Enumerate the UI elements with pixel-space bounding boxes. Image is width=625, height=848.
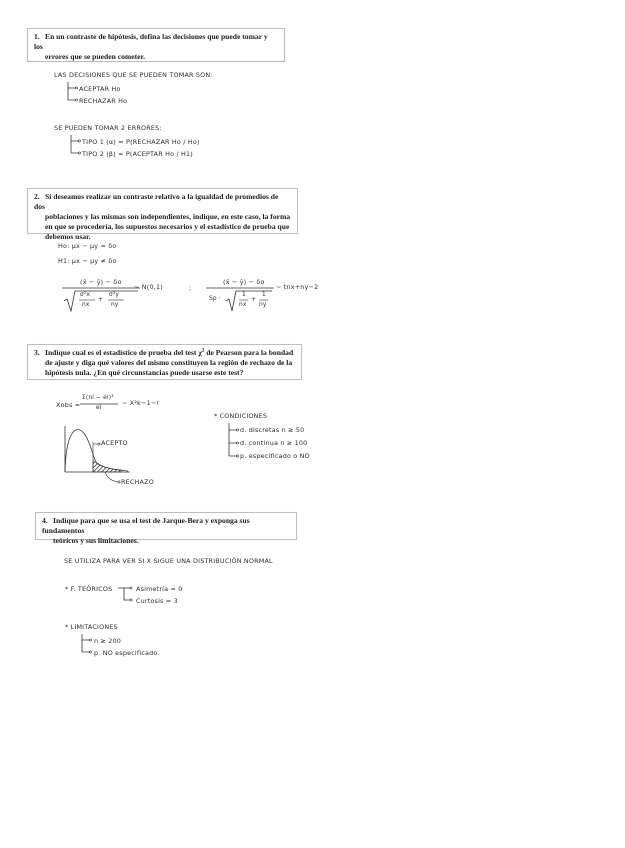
stat2-distribution: ~ tnx+ny−2 [276, 283, 319, 291]
question-text: En un contraste de hipótesis, defina las decisiones que puede tomar y los [34, 32, 268, 52]
null-hypothesis: Ho: μx − μy = δo [58, 242, 117, 250]
stat1-sigma-y: σ²y [109, 292, 120, 298]
decision-reject: RECHAZAR Ho [79, 97, 128, 105]
decision-bracket [66, 82, 78, 104]
question-text: teóricos y sus limitaciones. [53, 536, 139, 546]
stat1-n-x: nx [82, 302, 90, 308]
question-text: Si deseamos realizar un contraste relativo a la igualdad de promedios de dos [34, 192, 279, 212]
question-text: Indique cual es el estadístico de prueba del test χ [45, 348, 202, 357]
stat1-sigma-x: σ²x [80, 292, 91, 298]
limitation-parameter: p. NO especificado. [94, 649, 160, 657]
decisions-title: LAS DECISIONES QUE SE PUEDEN TOMAR SON: [54, 71, 213, 79]
question-text: hipótesis nula. ¿En qué circunstancias puede usarse este test? [45, 368, 244, 378]
foundation-kurtosis: Curtosis = 3 [136, 597, 178, 605]
condition-continuous: d. continua n ≥ 100 [240, 439, 308, 447]
question-2-box [27, 188, 298, 242]
stat-separator: ; [189, 284, 192, 292]
stat1-plus: + [98, 297, 104, 303]
chi-formula-num: Σ(ni − ei)² [82, 395, 114, 401]
error-type-1: TIPO 1 (α) = P(RECHAZAR Ho / Ho) [82, 138, 200, 146]
stat2-sp: Sp · [209, 296, 221, 302]
question-3-box [27, 344, 302, 380]
foundations-bracket [118, 584, 136, 604]
alt-hypothesis: H1: μx − μy ≠ δo [58, 257, 117, 265]
errors-bracket [69, 135, 81, 157]
question-text: en que se procedería, los supuestos necesarios y el estadístico de prueba que [45, 222, 290, 232]
accept-region-label: ACEPTO [101, 439, 128, 447]
limitations-title: * LIMITACIONES [65, 623, 118, 631]
stat2-one-a: 1 [242, 292, 246, 298]
question-1-box [27, 28, 285, 62]
question-text: de ajuste y diga qué valores del mismo constituyen la región de rechazo de la [45, 358, 293, 368]
jb-usage: SE UTILIZA PARA VER SI X SIGUE UNA DISTRIBUCIÓN NORMAL [64, 557, 273, 565]
question-text: de Pearson para la bondad [204, 348, 294, 357]
conditions-title: * CONDICIONES [214, 412, 268, 420]
errors-title: SE PUEDEN TOMAR 2 ERRORES: [54, 124, 162, 132]
question-superscript: 2 [201, 348, 205, 354]
question-text: errores que se pueden cometer. [45, 52, 146, 62]
foundations-title: * F. TEÓRICOS [65, 585, 113, 593]
condition-parameter: p. especificado o NO [240, 452, 310, 460]
stat2-numerator: (x̄ − ȳ) − δo [223, 278, 265, 286]
stat2-one-b: 1 [262, 292, 266, 298]
conditions-bracket [227, 423, 239, 459]
reject-region-label: RECHAZO [121, 478, 154, 486]
stat2-n-y: ny [259, 302, 267, 308]
question-text: Indique para que se usa el test de Jarque-Bera y exponga sus fundamentos [42, 516, 250, 536]
condition-discrete: d. discretas n ≥ 50 [240, 426, 305, 434]
question-4-box [35, 512, 297, 546]
foundation-skewness: Asimetría = 0 [136, 585, 183, 593]
limitations-bracket [80, 634, 92, 656]
chi-square-graph [60, 424, 150, 486]
stat1-distribution: ~ N(0,1) [134, 283, 163, 291]
question-number: 2. [34, 192, 40, 201]
chi-formula-den: ei [96, 405, 102, 411]
chi-distribution: ~ X²k−1−r [122, 399, 160, 407]
question-number: 1. [34, 32, 40, 41]
question-text: debemos usar. [45, 232, 91, 242]
question-number: 4. [42, 516, 48, 525]
stat2-n-x: nx [239, 302, 247, 308]
chi-formula-lhs: Xobs = [56, 401, 81, 409]
limitation-sample-size: n ≥ 200 [94, 637, 122, 645]
stat1-n-y: ny [111, 302, 119, 308]
question-number: 3. [34, 348, 40, 357]
decision-accept: ACEPTAR Ho [79, 85, 121, 93]
question-text: poblaciones y las mismas son independientes, indique, en este caso, la forma [45, 212, 291, 222]
error-type-2: TIPO 2 (β) = P(ACEPTAR Ho / H1) [82, 150, 193, 158]
stat1-numerator: (x̄ − ȳ) − δo [80, 278, 122, 286]
stat2-plus: + [251, 297, 257, 303]
